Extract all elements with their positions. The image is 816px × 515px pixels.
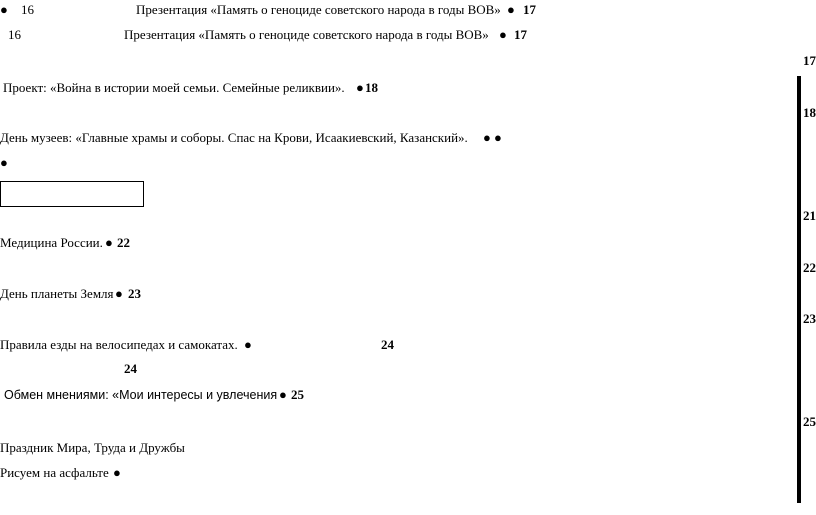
item-number: 16 [21, 2, 34, 17]
bullet: ● [356, 80, 364, 95]
bullet: ● [507, 2, 515, 17]
toc-entry-text: Правила езды на велосипедах и самокатах. [0, 337, 238, 352]
bullet: ● [105, 235, 113, 250]
bullet: ● [0, 2, 8, 17]
toc-entry-text: День планеты Земля [0, 286, 114, 301]
toc-entry-text: Рисуем на асфальте [0, 465, 109, 480]
page-number: 18 [365, 80, 378, 95]
page-number: 23 [803, 311, 816, 326]
page-number: 25 [803, 414, 816, 429]
page-number: 24 [381, 337, 394, 352]
toc-entry-text: Презентация «Память о геноциде советского народа в годы ВОВ» [136, 2, 501, 17]
page-number: 22 [117, 235, 130, 250]
toc-entry-text: Презентация «Память о геноциде советского народа в годы ВОВ» [124, 27, 489, 42]
toc-entry-text: День музеев: «Главные храмы и соборы. Спас на Крови, Исаакиевский, Казанский». [0, 130, 468, 145]
bullet: ● [483, 130, 491, 145]
page-number: 17 [514, 27, 527, 42]
page-number: 23 [128, 286, 141, 301]
page-number: 21 [803, 208, 816, 223]
bullet: ● [494, 130, 502, 145]
bullet: ● [244, 337, 252, 352]
page-number: 18 [803, 105, 816, 120]
page-number: 17 [523, 2, 536, 17]
page-number: 22 [803, 260, 816, 275]
toc-entry-text: Обмен мнениями: «Мои интересы и увлечения [4, 388, 278, 402]
bullet: ● [0, 155, 8, 170]
empty-text-box [0, 181, 144, 207]
bullet: ● [499, 27, 507, 42]
bullet: ● [115, 286, 123, 301]
vertical-rule [797, 76, 801, 503]
toc-entry-text: Медицина России. [0, 235, 103, 250]
page-number: 25 [291, 387, 304, 402]
page-number: 17 [803, 53, 816, 68]
item-number: 16 [8, 27, 21, 42]
page-number: 24 [124, 361, 137, 376]
bullet: ● [279, 387, 287, 402]
toc-entry-text: Проект: «Война в истории моей семьи. Семейные реликвии». [3, 80, 345, 95]
bullet: ● [113, 465, 121, 480]
toc-entry-text: Праздник Мира, Труда и Дружбы [0, 440, 185, 455]
